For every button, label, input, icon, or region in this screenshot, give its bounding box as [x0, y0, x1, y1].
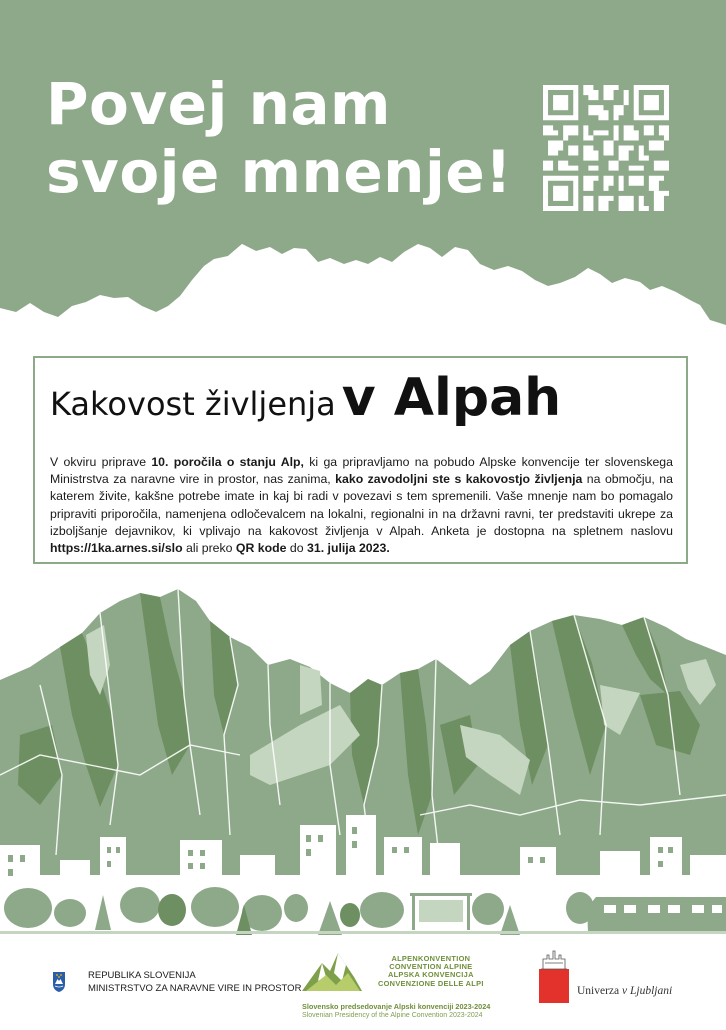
university-logo	[537, 949, 707, 1009]
header-banner	[0, 0, 726, 340]
gov-name	[88, 969, 301, 995]
university-name	[577, 985, 672, 997]
info-box	[33, 356, 688, 564]
gov-line-2: MINISTRSTVO ZA NARAVNE VIRE IN PROSTOR	[88, 983, 302, 994]
slovenia-crest-icon	[52, 971, 66, 993]
footer-logos	[0, 945, 726, 1030]
body-run: ali preko	[182, 541, 236, 556]
body-run-bold: 10. poročila o stanju Alp,	[151, 455, 304, 469]
alpine-convention-mountain-icon	[302, 951, 362, 991]
box-title-part-1: Kakovost življenja	[50, 385, 336, 423]
alp-name-sl: ALPSKA KONVENCIJA	[387, 970, 474, 980]
body-run: do	[286, 541, 308, 556]
university-emblem-icon	[537, 949, 571, 1005]
headline-line-1: Povej nam	[46, 70, 391, 138]
alp-name-de: ALPENKONVENTION	[391, 954, 471, 963]
body-run-bold: kako zavodoljni ste s kakovostjo življenja	[335, 472, 583, 487]
alpine-convention-logo	[302, 951, 534, 1026]
deadline-date: 31. julija 2023.	[307, 541, 390, 556]
box-body-text	[50, 454, 673, 557]
gov-line-1: REPUBLIKA SLOVENIJA	[88, 970, 196, 981]
headline	[46, 70, 512, 206]
alp-name-fr: CONVENTION ALPINE	[389, 962, 473, 972]
body-run: na območju, na katerem živite, kakšne potrebe imate in kaj bi radi v povezavi s tem spremenili. Vaše mnenje nam bo pomagalo pripraviti priporočila, namenjena odločevalcem na lokalni, regionalni in na državni ravni, ter predstaviti ukrepe za izboljšanje dejavnikov, ki vplivajo na kakovost življenja v Alpah. Anketa je dostopna na spletnem naslovu	[50, 472, 673, 538]
uni-name-a: Univerza	[577, 985, 623, 997]
box-title-part-2: v Alpah	[341, 368, 562, 428]
alpine-convention-names	[378, 955, 484, 988]
alp-name-it: CONVENZIONE DELLE ALPI	[378, 978, 484, 988]
alpine-town-illustration	[0, 575, 726, 945]
survey-url-link[interactable]: https://1ka.arnes.si/slo	[50, 541, 183, 556]
body-run: V okviru priprave	[50, 455, 152, 469]
body-run-bold: QR kode	[235, 541, 287, 556]
body-run: ki ga pripravljamo na pobudo Alpske konvencije ter slovenskega Ministrstva za naravne vire in prostor, nas zanima,	[50, 455, 673, 487]
uni-name-b: v Ljubljani	[622, 985, 673, 997]
box-title	[50, 368, 561, 428]
presidency-text-en: Slovenian Presidency of the Alpine Convention 2023-2024	[302, 1012, 483, 1019]
headline-line-2: svoje mnenje!	[46, 138, 513, 206]
presidency-text-sl: Slovensko predsedovanje Alpski konvenciji 2023-2024	[302, 1002, 491, 1011]
qr-code-icon[interactable]	[543, 85, 669, 211]
